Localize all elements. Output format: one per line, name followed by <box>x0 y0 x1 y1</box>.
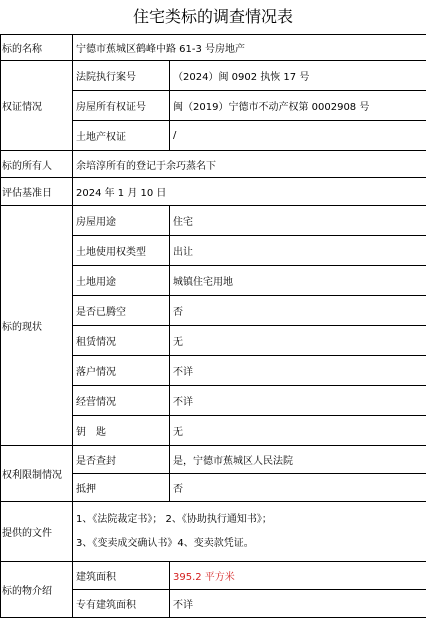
file-line-2: 3、《变卖成交确认书》4、变卖款凭证。 <box>76 537 254 549</box>
value-land-right-type: 出让 <box>170 236 426 266</box>
label-owner: 标的所有人 <box>1 151 73 178</box>
label-files: 提供的文件 <box>1 502 73 562</box>
value-keys: 无 <box>170 416 426 446</box>
file-line-1: 1、《法院裁定书》； 2、《协助执行通知书》； <box>76 513 272 525</box>
key-vacated: 是否已腾空 <box>73 296 170 326</box>
row-owner <box>1 151 426 178</box>
key-household: 落户情况 <box>73 356 170 386</box>
value-name: 宁德市蕉城区鹤峰中路 61-3 号房地产 <box>73 35 426 61</box>
label-intro: 标的物介绍 <box>1 562 73 618</box>
label-rights: 权证情况 <box>1 61 73 151</box>
value-household: 不详 <box>170 356 426 386</box>
key-land-use: 土地用途 <box>73 266 170 296</box>
value-case-number: （2024）闽 0902 执恢 17 号 <box>170 61 426 91</box>
value-date: 2024 年 1 月 10 日 <box>73 178 426 206</box>
value-vacated: 否 <box>170 296 426 326</box>
value-house-cert: 闽（2019）宁德市不动产权第 0002908 号 <box>170 91 426 121</box>
survey-table <box>0 34 426 618</box>
value-mortgage: 否 <box>170 474 426 502</box>
page-title: 住宅类标的调查情况表 <box>132 7 293 26</box>
row-house-use <box>1 206 426 236</box>
key-lease: 租赁情况 <box>73 326 170 356</box>
value-lease: 无 <box>170 326 426 356</box>
key-seized: 是否查封 <box>73 446 170 474</box>
key-business: 经营情况 <box>73 386 170 416</box>
row-area <box>1 562 426 590</box>
label-date: 评估基准日 <box>1 178 73 206</box>
key-keys: 钥 匙 <box>73 416 170 446</box>
key-area: 建筑面积 <box>73 562 170 590</box>
value-land-use: 城镇住宅用地 <box>170 266 426 296</box>
key-case-number: 法院执行案号 <box>73 61 170 91</box>
value-exclusive-area: 不详 <box>170 590 426 618</box>
value-business: 不详 <box>170 386 426 416</box>
key-mortgage: 抵押 <box>73 474 170 502</box>
key-land-right-type: 土地使用权类型 <box>73 236 170 266</box>
key-exclusive-area: 专有建筑面积 <box>73 590 170 618</box>
row-case-number <box>1 61 426 91</box>
label-restrict: 权利限制情况 <box>1 446 73 502</box>
value-files <box>73 502 426 562</box>
value-land-cert: / <box>170 121 426 151</box>
key-house-use: 房屋用途 <box>73 206 170 236</box>
key-house-cert: 房屋所有权证号 <box>73 91 170 121</box>
row-date <box>1 178 426 206</box>
row-files <box>1 502 426 562</box>
value-seized: 是，宁德市蕉城区人民法院 <box>170 446 426 474</box>
value-area: 395.2 平方米 <box>170 562 426 590</box>
value-owner: 余培淳所有的登记于余巧蒸名下 <box>73 151 426 178</box>
label-status: 标的现状 <box>1 206 73 446</box>
row-name <box>1 35 426 61</box>
value-house-use: 住宅 <box>170 206 426 236</box>
row-seized <box>1 446 426 474</box>
key-land-cert: 土地产权证 <box>73 121 170 151</box>
label-name: 标的名称 <box>1 35 73 61</box>
